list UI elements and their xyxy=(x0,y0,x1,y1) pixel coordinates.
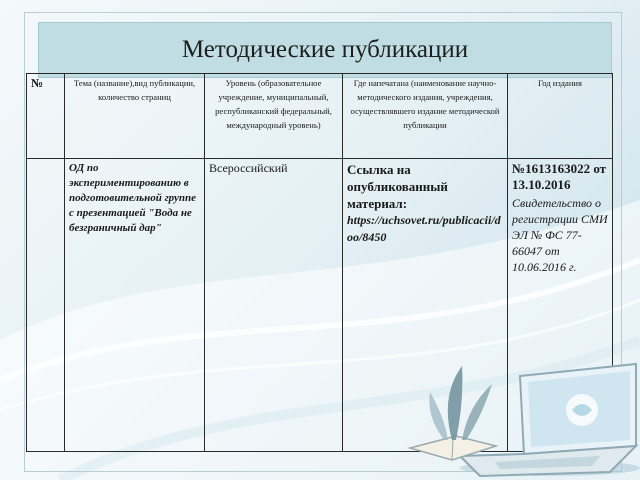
table-header-row xyxy=(27,74,613,159)
header-where: Где напечатана (наименование научно-методического издания, учреждения, осуществлявшего издание методической публикации xyxy=(343,74,508,159)
laptop-illustration-icon xyxy=(400,336,640,480)
title-band xyxy=(38,22,612,78)
registration-number: №1613163022 от 13.10.2016 xyxy=(512,161,607,192)
header-number: № xyxy=(27,74,65,159)
cell-number xyxy=(27,159,65,452)
header-topic: Тема (название),вид публикации, количество страниц xyxy=(65,74,205,159)
certificate-text: Свидетельство о регистрации СМИ ЭЛ № ФС 77-66047 от 10.06.2016 г. xyxy=(512,196,608,274)
header-level: Уровень (образовательное учреждение, муниципальный, республиканский федеральный, международный уровень) xyxy=(205,74,343,159)
cell-level: Всероссийский xyxy=(205,159,343,452)
cell-topic: ОД по экспериментированию в подготовительной группе с презентацией "Вода не безграничный дар" xyxy=(65,159,205,452)
where-label: Ссылка на опубликованный материал: xyxy=(347,162,448,211)
header-year: Год издания xyxy=(508,74,613,159)
page-title: Методические публикации xyxy=(181,36,469,63)
publication-link[interactable]: https://uchsovet.ru/publicacii/doo/8450 xyxy=(347,213,501,244)
